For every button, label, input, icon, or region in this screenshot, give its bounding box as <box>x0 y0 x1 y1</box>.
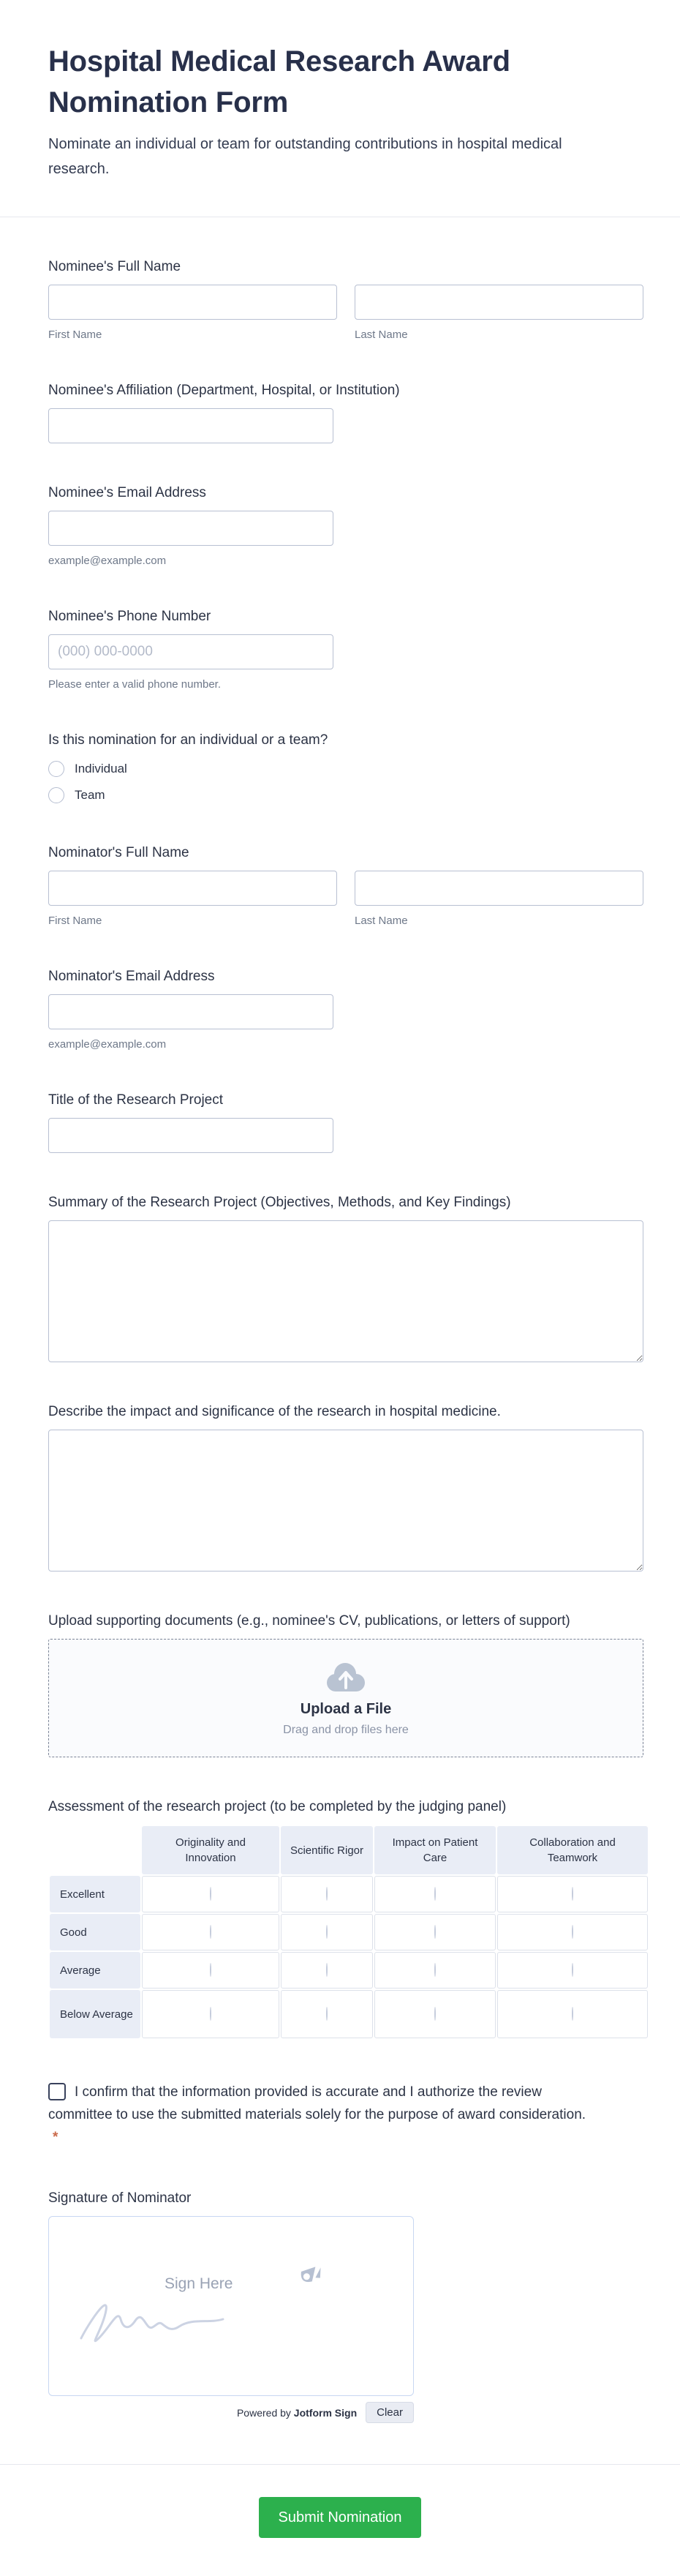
nominee-first-name-input[interactable] <box>48 285 337 320</box>
upload-dropzone[interactable] <box>48 1639 643 1757</box>
nominee-name-row <box>48 285 643 341</box>
matrix-column-header: Collaboration and Teamwork <box>497 1826 648 1874</box>
question-project-title <box>48 1092 643 1153</box>
form-subtitle: Nominate an individual or team for outstanding contributions in hospital medical research. <box>48 136 562 177</box>
nominee-last-name-col <box>355 285 643 341</box>
form-title: Hospital Medical Research Award Nomination Form <box>48 45 510 119</box>
form-footer <box>0 2464 680 2576</box>
individual-radio[interactable] <box>48 761 64 777</box>
matrix-row-label: Below Average <box>50 1990 140 2038</box>
upload-hint: Drag and drop files here <box>283 1723 409 1736</box>
upload-label: Upload supporting documents (e.g., nominee's CV, publications, or letters of support) <box>48 1613 570 1629</box>
confirmation-text: I confirm that the information provided is accurate and I authorize the review committee to use the submitted materials solely for the purpose of award consideration. <box>48 2084 586 2122</box>
matrix-row-excellent <box>50 1876 648 1912</box>
matrix-cell[interactable] <box>142 1876 279 1912</box>
phone-label: Nominee's Phone Number <box>48 609 211 624</box>
nominee-first-name-sublabel: First Name <box>48 328 102 341</box>
nominator-name-label: Nominator's Full Name <box>48 845 189 860</box>
nominator-first-name-sublabel: First Name <box>48 915 102 927</box>
clear-signature-button[interactable]: Clear <box>366 2402 414 2423</box>
assessment-matrix <box>48 1825 649 2040</box>
matrix-cell[interactable] <box>374 1952 496 1989</box>
matrix-radio[interactable] <box>326 1963 328 1977</box>
confirmation-block <box>48 2081 589 2149</box>
matrix-cell[interactable] <box>142 1952 279 1989</box>
matrix-radio[interactable] <box>210 1887 211 1901</box>
question-summary <box>48 1194 643 1362</box>
submit-button[interactable]: Submit Nomination <box>259 2497 421 2538</box>
matrix-radio[interactable] <box>434 1887 436 1901</box>
question-affiliation <box>48 382 643 443</box>
matrix-corner-cell <box>50 1826 140 1874</box>
matrix-radio[interactable] <box>434 2007 436 2021</box>
matrix-radio[interactable] <box>572 1887 573 1901</box>
matrix-cell[interactable] <box>374 1914 496 1950</box>
matrix-row-label: Good <box>50 1914 140 1950</box>
affiliation-input[interactable] <box>48 408 333 443</box>
matrix-radio[interactable] <box>572 2007 573 2021</box>
matrix-row-average <box>50 1952 648 1989</box>
project-title-input[interactable] <box>48 1118 333 1153</box>
nominator-email-label: Nominator's Email Address <box>48 969 215 984</box>
impact-textarea[interactable] <box>48 1430 643 1571</box>
question-nominator-name <box>48 844 643 927</box>
jotform-sign-brand: Jotform Sign <box>293 2406 358 2419</box>
summary-textarea[interactable] <box>48 1220 643 1362</box>
question-confirmation <box>48 2081 643 2149</box>
matrix-radio[interactable] <box>210 1925 211 1939</box>
question-upload <box>48 1612 643 1757</box>
project-title-label: Title of the Research Project <box>48 1092 224 1108</box>
sign-here-text: Sign Here <box>165 2275 233 2292</box>
matrix-row-label: Average <box>50 1952 140 1989</box>
question-signature <box>48 2190 643 2423</box>
matrix-cell[interactable] <box>281 1990 373 2038</box>
nominator-email-sublabel: example@example.com <box>48 1038 167 1051</box>
nominee-email-label: Nominee's Email Address <box>48 485 206 500</box>
matrix-cell[interactable] <box>497 1952 648 1989</box>
nominator-last-name-col <box>355 871 643 927</box>
nominee-last-name-input[interactable] <box>355 285 643 320</box>
nominee-first-name-col <box>48 285 337 341</box>
nomination-type-options <box>48 761 643 803</box>
pen-nib-icon <box>290 2259 324 2293</box>
powered-by-text <box>237 2407 357 2419</box>
question-nominee-name <box>48 258 643 341</box>
summary-label: Summary of the Research Project (Objectives, Methods, and Key Findings) <box>48 1195 511 1210</box>
matrix-cell[interactable] <box>281 1914 373 1950</box>
matrix-radio[interactable] <box>326 2007 328 2021</box>
matrix-radio[interactable] <box>210 2007 211 2021</box>
question-phone <box>48 608 643 691</box>
nominee-name-label: Nominee's Full Name <box>48 259 181 274</box>
team-radio[interactable] <box>48 787 64 803</box>
matrix-radio[interactable] <box>326 1925 328 1939</box>
matrix-radio[interactable] <box>572 1925 573 1939</box>
confirmation-checkbox[interactable] <box>48 2083 66 2100</box>
affiliation-label: Nominee's Affiliation (Department, Hospital, or Institution) <box>48 383 400 398</box>
signature-pad[interactable] <box>48 2216 414 2396</box>
question-nomination-type <box>48 732 643 803</box>
nominator-last-name-input[interactable] <box>355 871 643 906</box>
matrix-cell[interactable] <box>497 1914 648 1950</box>
assessment-label: Assessment of the research project (to be completed by the judging panel) <box>48 1799 507 1814</box>
signature-label: Signature of Nominator <box>48 2190 192 2206</box>
required-asterisk: * <box>53 2130 58 2145</box>
individual-radio-label: Individual <box>75 762 127 776</box>
matrix-radio[interactable] <box>326 1887 328 1901</box>
nominee-email-input[interactable] <box>48 511 333 546</box>
team-radio-label: Team <box>75 788 105 802</box>
nominator-first-name-input[interactable] <box>48 871 337 906</box>
question-impact <box>48 1403 643 1571</box>
nominator-name-row <box>48 871 643 927</box>
question-nominator-email <box>48 968 643 1051</box>
question-nominee-email <box>48 484 643 567</box>
nominator-first-name-col <box>48 871 337 927</box>
matrix-row-below-average <box>50 1990 648 2038</box>
option-team[interactable] <box>48 787 643 803</box>
impact-label: Describe the impact and significance of the research in hospital medicine. <box>48 1404 501 1419</box>
nomination-type-label: Is this nomination for an individual or a team? <box>48 732 328 748</box>
matrix-radio[interactable] <box>434 1963 436 1977</box>
matrix-cell[interactable] <box>374 1876 496 1912</box>
nominator-email-input[interactable] <box>48 994 333 1029</box>
matrix-cell[interactable] <box>374 1990 496 2038</box>
form-body <box>0 217 680 2423</box>
signature-footer <box>48 2402 414 2423</box>
phone-input[interactable] <box>48 634 333 669</box>
phone-sublabel: Please enter a valid phone number. <box>48 678 221 691</box>
cloud-upload-icon <box>322 1660 369 1694</box>
nominee-last-name-sublabel: Last Name <box>355 328 408 341</box>
form-header <box>0 0 680 217</box>
matrix-row-good <box>50 1914 648 1950</box>
matrix-column-header: Originality and Innovation <box>142 1826 279 1874</box>
matrix-radio[interactable] <box>210 1963 211 1977</box>
nominator-last-name-sublabel: Last Name <box>355 915 408 927</box>
matrix-cell[interactable] <box>281 1952 373 1989</box>
matrix-cell[interactable] <box>497 1990 648 2038</box>
option-individual[interactable] <box>48 761 643 777</box>
matrix-cell[interactable] <box>281 1876 373 1912</box>
matrix-row-label: Excellent <box>50 1876 140 1912</box>
matrix-cell[interactable] <box>142 1914 279 1950</box>
matrix-column-header: Impact on Patient Care <box>374 1826 496 1874</box>
nominee-email-sublabel: example@example.com <box>48 555 167 567</box>
upload-button-text: Upload a File <box>300 1700 392 1717</box>
powered-by-label: Powered by <box>236 2406 291 2419</box>
matrix-column-header: Scientific Rigor <box>281 1826 373 1874</box>
matrix-radio[interactable] <box>572 1963 573 1977</box>
matrix-cell[interactable] <box>142 1990 279 2038</box>
matrix-cell[interactable] <box>497 1876 648 1912</box>
matrix-radio[interactable] <box>434 1925 436 1939</box>
question-assessment <box>48 1798 643 2040</box>
